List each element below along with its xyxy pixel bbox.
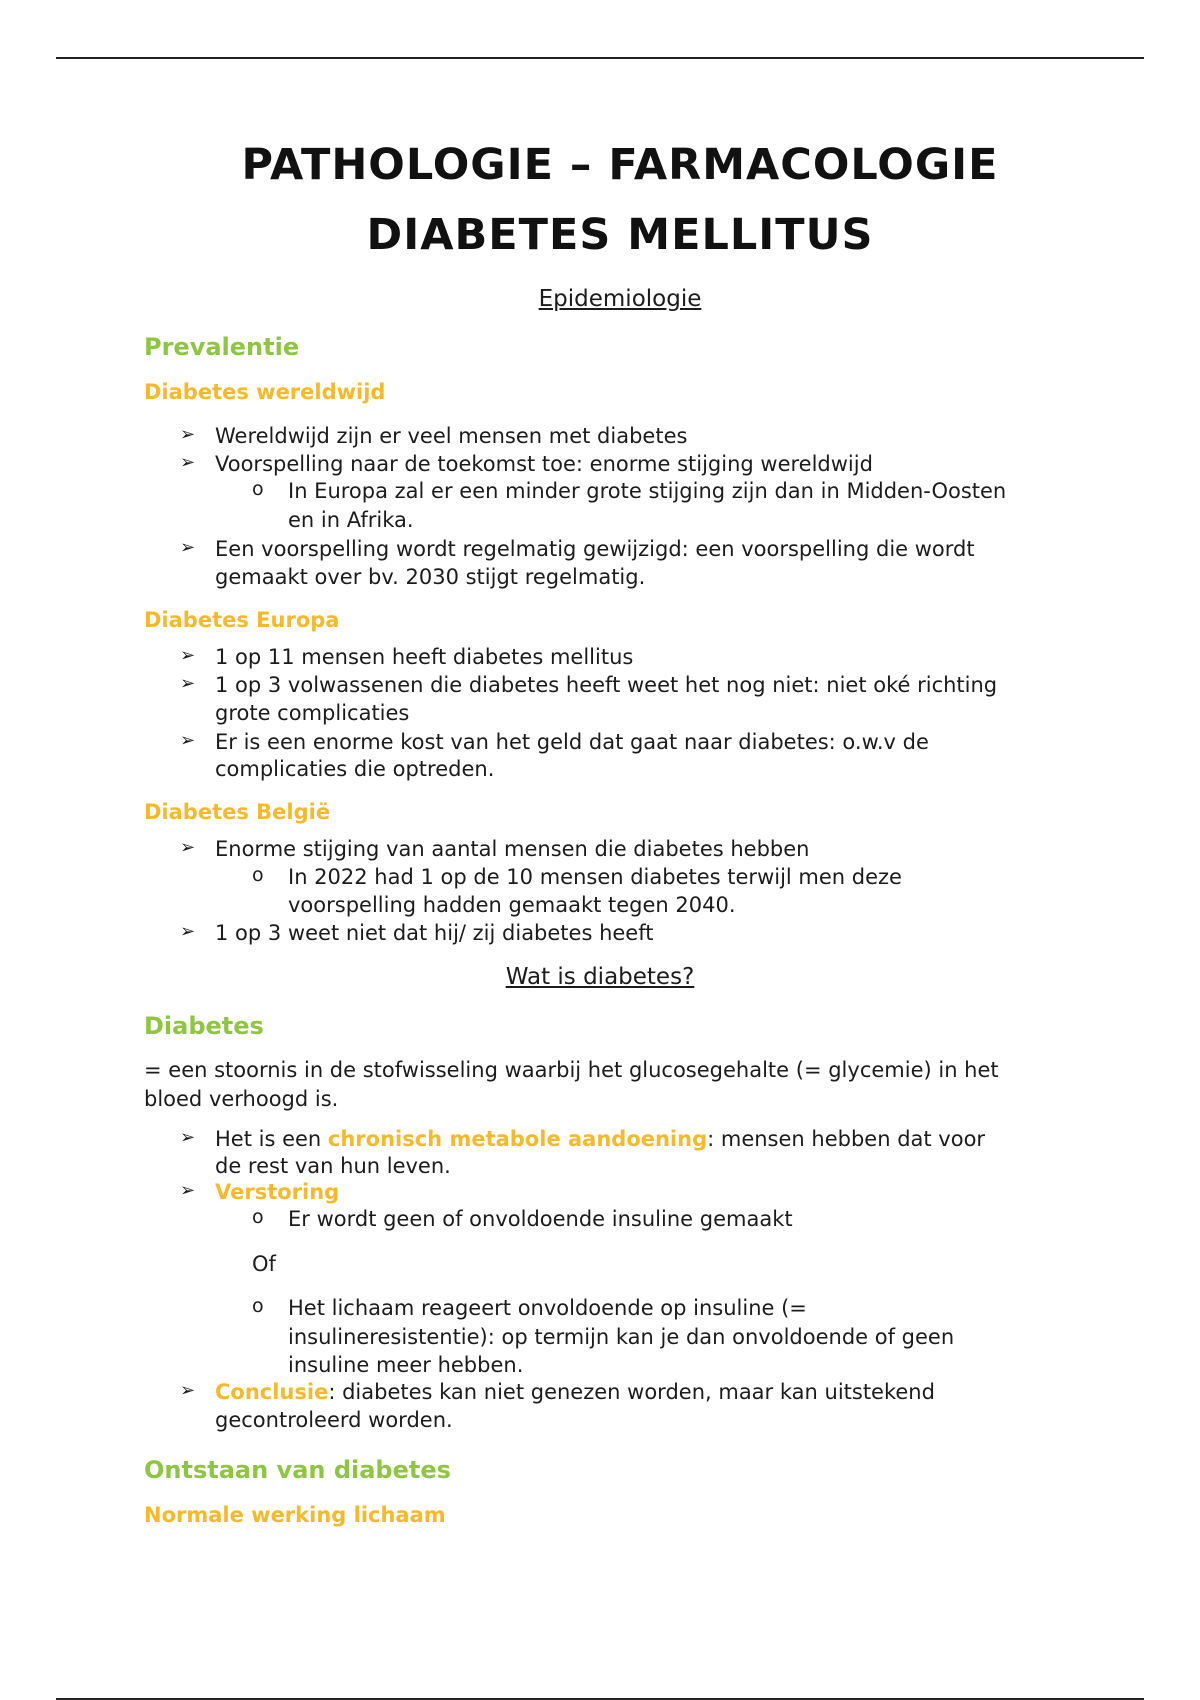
bullet-arrow-icon: ➢ [180, 1127, 196, 1148]
bullet-text: gecontroleerd worden. [215, 1408, 453, 1432]
sub-bullet-text: insulineresistentie): op termijn kan je dan onvoldoende of geen [288, 1325, 955, 1349]
bullet-text-part: : mensen hebben dat voor [707, 1127, 986, 1151]
bullet-arrow-icon: ➢ [180, 1380, 196, 1401]
bullet-text: 1 op 3 weet niet dat hij/ zij diabetes heeft [215, 921, 654, 945]
title-line-2: DIABETES MELLITUS [366, 210, 874, 260]
section-heading-wat-is-diabetes: Wat is diabetes? [505, 964, 695, 990]
title-line-1: PATHOLOGIE – FARMACOLOGIE [241, 140, 999, 190]
heading-normale-werking-lichaam: Normale werking lichaam [144, 1503, 446, 1527]
bullet-arrow-icon: ➢ [180, 921, 196, 942]
bullet-arrow-icon: ➢ [180, 837, 196, 858]
bullet-text-part: Het is een [215, 1127, 328, 1151]
bullet-text: gemaakt over bv. 2030 stijgt regelmatig. [215, 565, 646, 589]
sub-bullet-text: en in Afrika. [288, 508, 414, 532]
bullet-text: Voorspelling naar de toekomst toe: enorme stijging wereldwijd [215, 452, 873, 476]
definition-text: = een stoornis in de stofwisseling waarbij het glucosegehalte (= glycemie) in het [144, 1058, 999, 1082]
bullet-arrow-icon: ➢ [180, 730, 196, 751]
bullet-text: de rest van hun leven. [215, 1154, 451, 1178]
top-rule [56, 57, 1144, 59]
bullet-text: complicaties die optreden. [215, 757, 495, 781]
bullet-text: Enorme stijging van aantal mensen die diabetes hebben [215, 837, 810, 861]
definition-text: bloed verhoogd is. [144, 1087, 339, 1111]
bullet-arrow-icon: ➢ [180, 645, 196, 666]
section-heading-epidemiologie: Epidemiologie [538, 286, 702, 312]
sub-bullet-circle-icon: o [252, 478, 264, 500]
keyword-verstoring: Verstoring [215, 1180, 340, 1204]
keyword-conclusie: Conclusie [215, 1380, 329, 1404]
sub-bullet-text: Het lichaam reageert onvoldoende op insuline (= [288, 1296, 807, 1320]
sub-bullet-text: Er wordt geen of onvoldoende insuline gemaakt [288, 1207, 793, 1231]
bullet-arrow-icon: ➢ [180, 424, 196, 445]
bullet-arrow-icon: ➢ [180, 1180, 196, 1201]
heading-diabetes-belgie: Diabetes België [144, 800, 331, 824]
bullet-text [215, 1378, 935, 1406]
heading-diabetes: Diabetes [144, 1012, 264, 1040]
sub-bullet-text: voorspelling hadden gemaakt tegen 2040. [288, 893, 736, 917]
or-text: Of [252, 1252, 276, 1276]
sub-bullet-text: insuline meer hebben. [288, 1353, 524, 1377]
heading-diabetes-wereldwijd: Diabetes wereldwijd [144, 380, 386, 404]
bullet-text: Een voorspelling wordt regelmatig gewijzigd: een voorspelling die wordt [215, 537, 975, 561]
bullet-text: Er is een enorme kost van het geld dat gaat naar diabetes: o.w.v de [215, 730, 929, 754]
sub-bullet-text: In Europa zal er een minder grote stijging zijn dan in Midden-Oosten [288, 479, 1007, 503]
sub-bullet-circle-icon: o [252, 864, 264, 886]
bullet-text: 1 op 11 mensen heeft diabetes mellitus [215, 645, 634, 669]
bullet-text-part: : diabetes kan niet genezen worden, maar kan uitstekend [328, 1380, 935, 1404]
bullet-text [215, 1125, 985, 1153]
heading-ontstaan-van-diabetes: Ontstaan van diabetes [144, 1456, 451, 1484]
sub-bullet-text: In 2022 had 1 op de 10 mensen diabetes terwijl men deze [288, 865, 902, 889]
heading-prevalentie: Prevalentie [144, 333, 300, 361]
bullet-text: grote complicaties [215, 701, 410, 725]
bullet-text: Wereldwijd zijn er veel mensen met diabetes [215, 424, 688, 448]
keyword-chronisch-metabole-aandoening: chronisch metabole aandoening [327, 1127, 708, 1151]
heading-diabetes-europa: Diabetes Europa [144, 608, 340, 632]
bullet-arrow-icon: ➢ [180, 452, 196, 473]
bullet-arrow-icon: ➢ [180, 537, 196, 558]
sub-bullet-circle-icon: o [252, 1295, 264, 1317]
bullet-arrow-icon: ➢ [180, 673, 196, 694]
bullet-text: 1 op 3 volwassenen die diabetes heeft weet het nog niet: niet oké richting [215, 673, 998, 697]
sub-bullet-circle-icon: o [252, 1206, 264, 1228]
